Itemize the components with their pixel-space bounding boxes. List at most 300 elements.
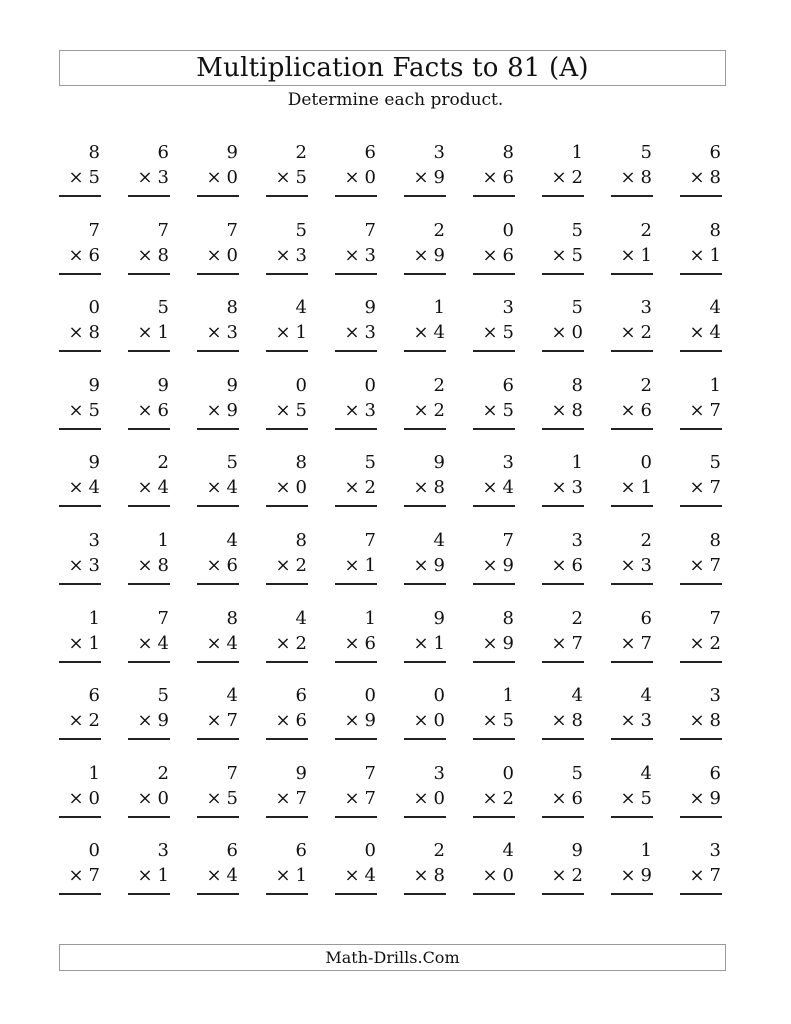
times-sign: × (413, 554, 429, 576)
multiplier-row (482, 166, 514, 190)
times-sign: × (620, 167, 636, 188)
multiplicand: 6 (295, 685, 307, 707)
multiplication-problem (335, 295, 377, 360)
multiplication-problem (611, 140, 653, 205)
multiplier: 2 (571, 167, 583, 188)
times-sign: × (551, 477, 567, 499)
answer-line (404, 505, 446, 507)
answer-line (473, 738, 515, 740)
multiplicand: 3 (502, 452, 514, 474)
times-sign: × (551, 399, 567, 421)
answer-line (542, 350, 584, 352)
multiplicand: 3 (709, 840, 721, 862)
times-sign: × (482, 322, 498, 344)
multiplier-row (137, 321, 169, 345)
multiplication-problem (59, 528, 101, 593)
multiplier-row (620, 864, 652, 888)
answer-line (335, 195, 377, 197)
multiplier-row (137, 476, 169, 500)
multiplication-problem (404, 761, 446, 826)
multiplier: 4 (226, 865, 238, 887)
multiplicand: 3 (502, 297, 514, 319)
multiplier: 1 (295, 322, 307, 344)
multiplier: 0 (157, 787, 169, 809)
times-sign: × (482, 167, 498, 188)
times-sign: × (275, 399, 291, 421)
multiplier: 9 (502, 554, 514, 576)
times-sign: × (206, 322, 222, 344)
multiplier-row (413, 399, 445, 423)
answer-line (473, 505, 515, 507)
multiplication-problem (473, 761, 515, 826)
multiplicand: 8 (295, 529, 307, 551)
multiplication-problem (542, 218, 584, 283)
answer-line (128, 428, 170, 430)
times-sign: × (344, 787, 360, 809)
answer-line (128, 505, 170, 507)
multiplicand: 6 (709, 142, 721, 163)
multiplicand: 7 (364, 762, 376, 784)
multiplier-row (68, 864, 100, 888)
answer-line (542, 661, 584, 663)
multiplication-problem (680, 295, 722, 360)
multiplication-problem (266, 838, 308, 903)
answer-line (680, 738, 722, 740)
multiplier: 9 (157, 710, 169, 732)
times-sign: × (206, 399, 222, 421)
multiplier: 3 (157, 167, 169, 188)
multiplicand: 9 (433, 607, 445, 629)
multiplicand: 6 (640, 607, 652, 629)
instructions-text: Determine each product. (287, 90, 504, 110)
multiplier: 7 (571, 632, 583, 654)
multiplier-row (275, 554, 307, 578)
times-sign: × (68, 167, 84, 188)
multiplier: 6 (364, 632, 376, 654)
times-sign: × (206, 632, 222, 654)
multiplier: 0 (433, 710, 445, 732)
multiplication-problem (59, 838, 101, 903)
multiplicand: 9 (433, 452, 445, 474)
footer-text: Math-Drills.Com (325, 948, 460, 967)
answer-line (542, 428, 584, 430)
multiplier-row (275, 709, 307, 733)
multiplier: 9 (433, 167, 445, 188)
times-sign: × (206, 167, 222, 188)
multiplier-row (413, 709, 445, 733)
multiplicand: 4 (640, 685, 652, 707)
answer-line (266, 738, 308, 740)
multiplier-row (344, 244, 376, 268)
multiplier: 3 (295, 244, 307, 266)
times-sign: × (344, 554, 360, 576)
times-sign: × (344, 244, 360, 266)
multiplier: 4 (502, 477, 514, 499)
multiplicand: 4 (226, 529, 238, 551)
multiplier-row (551, 399, 583, 423)
answer-line (611, 583, 653, 585)
problem-grid (59, 140, 729, 900)
answer-line (197, 273, 239, 275)
multiplication-problem (611, 761, 653, 826)
multiplicand: 7 (88, 219, 100, 241)
multiplication-problem (611, 295, 653, 360)
multiplier: 1 (364, 554, 376, 576)
times-sign: × (551, 244, 567, 266)
multiplication-problem (197, 450, 239, 515)
multiplication-problem (473, 218, 515, 283)
multiplicand: 3 (571, 529, 583, 551)
multiplier-row (551, 787, 583, 811)
multiplier-row (275, 166, 307, 190)
multiplicand: 7 (157, 607, 169, 629)
multiplicand: 1 (157, 529, 169, 551)
multiplication-problem (266, 295, 308, 360)
multiplication-problem (266, 373, 308, 438)
multiplier: 6 (571, 787, 583, 809)
multiplication-problem (59, 450, 101, 515)
multiplier-row (206, 864, 238, 888)
multiplier-row (620, 244, 652, 268)
multiplicand: 2 (157, 452, 169, 474)
times-sign: × (482, 710, 498, 732)
multiplier-row (68, 709, 100, 733)
multiplication-problem (611, 450, 653, 515)
answer-line (197, 428, 239, 430)
times-sign: × (413, 167, 429, 188)
answer-line (473, 350, 515, 352)
multiplicand: 5 (157, 685, 169, 707)
answer-line (542, 893, 584, 895)
times-sign: × (275, 710, 291, 732)
times-sign: × (275, 477, 291, 499)
multiplication-problem (335, 373, 377, 438)
multiplier-row (620, 554, 652, 578)
multiplication-problem (473, 450, 515, 515)
times-sign: × (206, 244, 222, 266)
multiplicand: 0 (88, 297, 100, 319)
answer-line (197, 583, 239, 585)
multiplicand: 4 (433, 529, 445, 551)
multiplier-row (689, 244, 721, 268)
multiplicand: 5 (364, 452, 376, 474)
multiplication-problem (197, 218, 239, 283)
answer-line (335, 893, 377, 895)
answer-line (197, 893, 239, 895)
multiplier: 8 (157, 244, 169, 266)
multiplier: 8 (571, 710, 583, 732)
multiplier: 0 (502, 865, 514, 887)
answer-line (128, 816, 170, 818)
answer-line (266, 583, 308, 585)
answer-line (473, 583, 515, 585)
multiplication-problem (611, 528, 653, 593)
multiplier: 5 (502, 399, 514, 421)
multiplier: 8 (88, 322, 100, 344)
multiplier: 0 (571, 322, 583, 344)
multiplier: 5 (88, 399, 100, 421)
multiplicand: 4 (295, 297, 307, 319)
multiplier-row (206, 166, 238, 190)
multiplicand: 2 (433, 374, 445, 396)
times-sign: × (68, 632, 84, 654)
times-sign: × (413, 244, 429, 266)
multiplier-row (137, 244, 169, 268)
times-sign: × (482, 865, 498, 887)
multiplicand: 3 (640, 297, 652, 319)
multiplier: 7 (709, 554, 721, 576)
answer-line (404, 738, 446, 740)
multiplication-problem (266, 606, 308, 671)
answer-line (266, 893, 308, 895)
multiplier: 2 (295, 554, 307, 576)
answer-line (266, 661, 308, 663)
multiplier: 4 (157, 632, 169, 654)
answer-line (335, 350, 377, 352)
multiplication-problem (266, 140, 308, 205)
multiplier: 9 (226, 399, 238, 421)
multiplication-problem (611, 218, 653, 283)
answer-line (197, 738, 239, 740)
times-sign: × (137, 244, 153, 266)
answer-line (542, 273, 584, 275)
multiplier-row (482, 787, 514, 811)
multiplier-row (551, 709, 583, 733)
answer-line (680, 661, 722, 663)
times-sign: × (482, 244, 498, 266)
answer-line (266, 505, 308, 507)
multiplier-row (137, 787, 169, 811)
answer-line (542, 195, 584, 197)
times-sign: × (689, 865, 705, 887)
multiplication-problem (266, 450, 308, 515)
times-sign: × (275, 244, 291, 266)
times-sign: × (689, 554, 705, 576)
answer-line (680, 350, 722, 352)
multiplication-problem (59, 295, 101, 360)
multiplication-problem (404, 140, 446, 205)
multiplier: 7 (709, 399, 721, 421)
multiplication-problem (611, 606, 653, 671)
answer-line (611, 428, 653, 430)
answer-line (197, 661, 239, 663)
answer-line (335, 583, 377, 585)
answer-line (473, 428, 515, 430)
multiplicand: 9 (364, 297, 376, 319)
times-sign: × (620, 399, 636, 421)
answer-line (59, 893, 101, 895)
multiplier-row (620, 632, 652, 656)
multiplier-row (689, 476, 721, 500)
times-sign: × (344, 167, 360, 188)
multiplier-row (137, 554, 169, 578)
answer-line (611, 661, 653, 663)
multiplier: 4 (88, 477, 100, 499)
multiplier-row (206, 632, 238, 656)
multiplier: 7 (709, 477, 721, 499)
multiplier: 4 (709, 322, 721, 344)
multiplier: 2 (295, 632, 307, 654)
multiplication-problem (59, 373, 101, 438)
multiplier: 4 (433, 322, 445, 344)
times-sign: × (413, 632, 429, 654)
multiplier-row (344, 399, 376, 423)
multiplier: 1 (640, 244, 652, 266)
multiplicand: 7 (364, 529, 376, 551)
multiplier: 6 (640, 399, 652, 421)
multiplication-problem (542, 528, 584, 593)
multiplier-row (275, 787, 307, 811)
times-sign: × (344, 710, 360, 732)
multiplicand: 1 (433, 297, 445, 319)
multiplication-problem (542, 761, 584, 826)
multiplier-row (275, 632, 307, 656)
multiplicand: 3 (709, 685, 721, 707)
multiplicand: 4 (571, 685, 583, 707)
multiplier: 9 (640, 865, 652, 887)
multiplicand: 7 (502, 529, 514, 551)
multiplication-problem (473, 373, 515, 438)
multiplication-problem (473, 140, 515, 205)
times-sign: × (68, 322, 84, 344)
multiplier: 6 (502, 167, 514, 188)
multiplier: 3 (640, 554, 652, 576)
times-sign: × (413, 787, 429, 809)
answer-line (59, 505, 101, 507)
answer-line (59, 738, 101, 740)
times-sign: × (68, 554, 84, 576)
times-sign: × (275, 322, 291, 344)
answer-line (404, 583, 446, 585)
times-sign: × (482, 632, 498, 654)
times-sign: × (413, 399, 429, 421)
multiplier: 0 (226, 244, 238, 266)
answer-line (128, 350, 170, 352)
multiplier: 0 (226, 167, 238, 188)
multiplicand: 7 (709, 607, 721, 629)
multiplicand: 0 (88, 840, 100, 862)
multiplicand: 4 (640, 762, 652, 784)
multiplicand: 0 (295, 374, 307, 396)
answer-line (197, 505, 239, 507)
multiplier-row (413, 864, 445, 888)
multiplicand: 3 (88, 529, 100, 551)
multiplicand: 7 (226, 219, 238, 241)
times-sign: × (689, 167, 705, 188)
answer-line (611, 893, 653, 895)
multiplier-row (344, 632, 376, 656)
multiplier-row (344, 321, 376, 345)
answer-line (404, 816, 446, 818)
multiplication-problem (128, 606, 170, 671)
multiplier: 3 (571, 477, 583, 499)
times-sign: × (206, 865, 222, 887)
answer-line (611, 350, 653, 352)
times-sign: × (344, 399, 360, 421)
answer-line (59, 428, 101, 430)
multiplier: 5 (295, 167, 307, 188)
times-sign: × (137, 554, 153, 576)
multiplier-row (206, 244, 238, 268)
multiplication-problem (404, 606, 446, 671)
multiplication-problem (128, 450, 170, 515)
multiplier-row (689, 554, 721, 578)
answer-line (542, 816, 584, 818)
multiplier-row (482, 709, 514, 733)
times-sign: × (620, 477, 636, 499)
multiplier: 4 (157, 477, 169, 499)
multiplier-row (344, 864, 376, 888)
answer-line (59, 195, 101, 197)
answer-line (473, 893, 515, 895)
answer-line (473, 661, 515, 663)
multiplicand: 4 (502, 840, 514, 862)
times-sign: × (620, 710, 636, 732)
times-sign: × (344, 322, 360, 344)
multiplicand: 0 (364, 685, 376, 707)
multiplicand: 1 (364, 607, 376, 629)
multiplier-row (275, 321, 307, 345)
multiplicand: 0 (364, 374, 376, 396)
multiplication-problem (680, 683, 722, 748)
answer-line (473, 273, 515, 275)
multiplier: 2 (640, 322, 652, 344)
multiplier-row (413, 166, 445, 190)
multiplier-row (482, 399, 514, 423)
multiplicand: 0 (502, 762, 514, 784)
multiplicand: 1 (88, 762, 100, 784)
multiplier-row (620, 321, 652, 345)
multiplier: 5 (571, 244, 583, 266)
answer-line (335, 738, 377, 740)
answer-line (128, 195, 170, 197)
multiplier: 9 (433, 244, 445, 266)
multiplication-problem (266, 528, 308, 593)
times-sign: × (275, 167, 291, 188)
times-sign: × (620, 632, 636, 654)
times-sign: × (137, 632, 153, 654)
multiplicand: 5 (571, 297, 583, 319)
answer-line (611, 273, 653, 275)
answer-line (611, 195, 653, 197)
multiplier-row (620, 787, 652, 811)
multiplier-row (689, 709, 721, 733)
multiplicand: 9 (157, 374, 169, 396)
answer-line (404, 893, 446, 895)
multiplicand: 4 (709, 297, 721, 319)
times-sign: × (68, 787, 84, 809)
times-sign: × (413, 710, 429, 732)
multiplicand: 7 (157, 219, 169, 241)
multiplier-row (620, 166, 652, 190)
multiplier-row (137, 632, 169, 656)
multiplication-problem (197, 528, 239, 593)
multiplier-row (68, 399, 100, 423)
multiplier: 0 (364, 167, 376, 188)
answer-line (197, 816, 239, 818)
multiplicand: 2 (640, 529, 652, 551)
multiplication-problem (473, 606, 515, 671)
multiplication-problem (59, 140, 101, 205)
multiplier: 2 (88, 710, 100, 732)
multiplier-row (275, 864, 307, 888)
answer-line (128, 583, 170, 585)
title-box (59, 50, 726, 86)
multiplier-row (551, 632, 583, 656)
multiplicand: 0 (640, 452, 652, 474)
multiplier: 1 (88, 632, 100, 654)
multiplicand: 6 (226, 840, 238, 862)
